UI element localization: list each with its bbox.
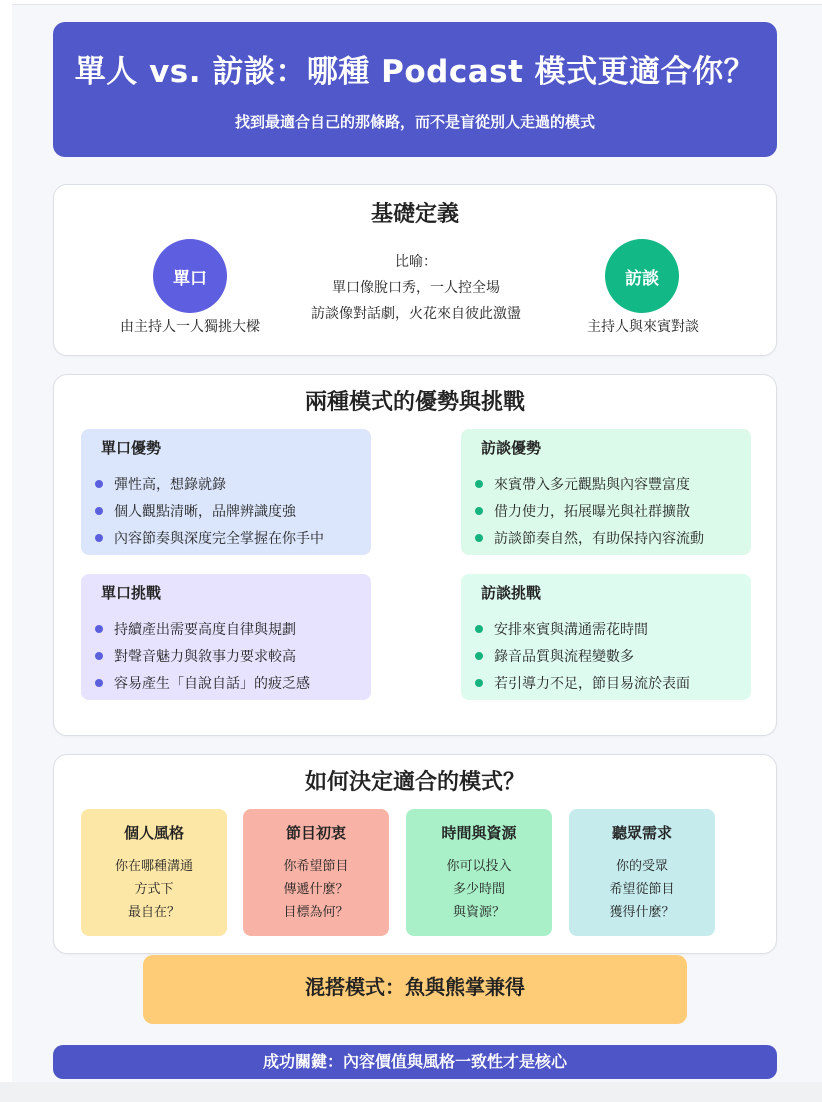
interview-caption: 主持人與來賓對談 xyxy=(587,319,699,335)
bullet-dot-icon xyxy=(475,625,483,633)
bullet-dot-icon xyxy=(475,652,483,660)
factor-show-purpose xyxy=(243,809,389,936)
bullet-dot-icon xyxy=(95,534,103,542)
solo-advantages-box xyxy=(81,429,371,555)
factor-title: 時間與資源 xyxy=(441,824,517,842)
factor-audience-needs xyxy=(569,809,715,936)
header-banner xyxy=(53,22,777,157)
factor-title: 聽眾需求 xyxy=(611,824,672,842)
bullet-dot-icon xyxy=(95,679,103,687)
footer-label: 成功關鍵：內容價值與風格一致性才是核心 xyxy=(262,1052,567,1071)
factor-personal-style xyxy=(81,809,227,936)
list-item-text: 訪談節奏自然，有助保持內容流動 xyxy=(494,530,704,547)
bullet-dot-icon xyxy=(95,652,103,660)
bullet-dot-icon xyxy=(95,507,103,515)
factor-title: 節目初衷 xyxy=(285,824,346,842)
solo-advantages-title: 單口優勢 xyxy=(101,439,162,457)
factor-body: 你的受眾 希望從節目 獲得什麼？ xyxy=(609,859,675,920)
list-item-text: 個人觀點清晰，品牌辨識度強 xyxy=(114,503,296,520)
metaphor-line-1: 單口像脫口秀，一人控全場 xyxy=(332,280,500,296)
bullet-dot-icon xyxy=(475,507,483,515)
list-item xyxy=(475,669,737,696)
list-item xyxy=(95,470,357,497)
definition-card xyxy=(53,184,777,356)
interview-badge xyxy=(605,239,679,313)
bullet-dot-icon xyxy=(475,480,483,488)
list-item-text: 容易產生「自說自話」的疲乏感 xyxy=(114,675,310,692)
list-item xyxy=(475,497,737,524)
list-item-text: 若引導力不足，節目易流於表面 xyxy=(494,675,690,692)
bottom-strip xyxy=(0,1082,822,1102)
list-item xyxy=(475,470,737,497)
list-item xyxy=(95,615,357,642)
list-item-text: 內容節奏與深度完全掌握在你手中 xyxy=(114,530,324,547)
list-item-text: 錄音品質與流程變數多 xyxy=(494,648,634,665)
list-item xyxy=(95,497,357,524)
factor-title: 個人風格 xyxy=(123,824,184,842)
page-title: 單人 vs. 訪談：哪種 Podcast 模式更適合你？ xyxy=(74,54,756,90)
interview-advantages-title: 訪談優勢 xyxy=(481,439,542,457)
factor-body: 你在哪種溝通 方式下 最自在？ xyxy=(114,859,193,920)
list-item-text: 來賓帶入多元觀點與內容豐富度 xyxy=(494,476,690,493)
list-item-text: 借力使力，拓展曝光與社群擴散 xyxy=(494,503,690,520)
solo-badge-label: 單口 xyxy=(173,268,207,289)
pros-cons-card xyxy=(53,374,777,736)
metaphor-line-2: 訪談像對話劇，火花來自彼此激盪 xyxy=(311,306,521,322)
metaphor-block xyxy=(286,249,546,327)
interview-challenges-box xyxy=(461,574,751,700)
factor-body: 你希望節目 傳遞什麼？ 目標為何？ xyxy=(283,859,349,920)
definition-title: 基礎定義 xyxy=(370,202,459,227)
list-item xyxy=(95,669,357,696)
interview-challenges-title: 訪談挑戰 xyxy=(481,584,542,602)
factor-time-resources xyxy=(406,809,552,936)
list-item xyxy=(95,524,357,551)
solo-challenges-title: 單口挑戰 xyxy=(101,584,162,602)
bullet-dot-icon xyxy=(95,625,103,633)
factor-body: 你可以投入 多少時間 與資源？ xyxy=(446,859,512,920)
list-item-text: 對聲音魅力與敘事力要求較高 xyxy=(114,648,296,665)
hybrid-mode-label: 混搭模式：魚與熊掌兼得 xyxy=(305,975,525,999)
list-item-text: 彈性高，想錄就錄 xyxy=(114,476,226,493)
list-item xyxy=(475,642,737,669)
interview-advantages-box xyxy=(461,429,751,555)
solo-caption: 由主持人一人獨挑大樑 xyxy=(120,319,260,335)
bullet-dot-icon xyxy=(475,534,483,542)
footer-banner xyxy=(53,1045,777,1079)
metaphor-label: 比喻： xyxy=(395,254,437,270)
solo-badge xyxy=(153,239,227,313)
pros-cons-title: 兩種模式的優勢與挑戰 xyxy=(304,390,525,415)
list-item-text: 安排來賓與溝通需花時間 xyxy=(494,621,648,638)
list-item xyxy=(95,642,357,669)
interview-badge-label: 訪談 xyxy=(625,268,659,289)
list-item xyxy=(475,524,737,551)
solo-challenges-box xyxy=(81,574,371,700)
list-item xyxy=(475,615,737,642)
list-item-text: 持續產出需要高度自律與規劃 xyxy=(114,621,296,638)
bullet-dot-icon xyxy=(95,480,103,488)
decide-card xyxy=(53,754,777,954)
decide-title: 如何決定適合的模式？ xyxy=(304,770,525,795)
bullet-dot-icon xyxy=(475,679,483,687)
hybrid-mode-banner xyxy=(143,955,687,1024)
page-subtitle: 找到最適合自己的那條路，而不是盲從別人走過的模式 xyxy=(234,113,595,131)
